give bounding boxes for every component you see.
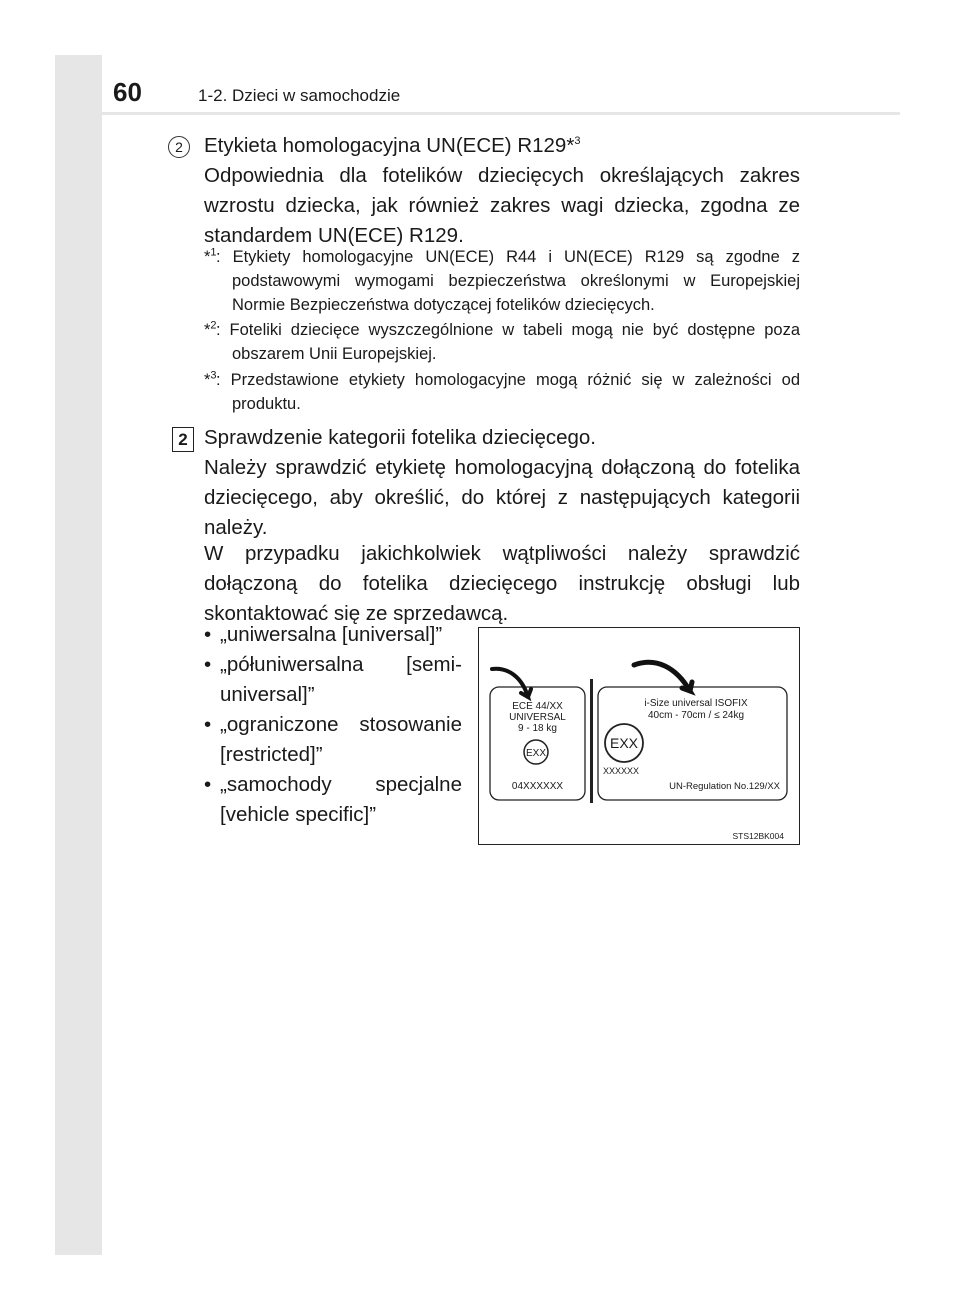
footnote-1	[204, 245, 800, 317]
step-paragraph-2: W przypadku jakichkolwiek wątpliwości należy sprawdzić dołączoną do fotelika dziecięcego instrukcję obsługi lub skontaktować się ze sprzedawcą.	[204, 542, 800, 625]
figure-code: STS12BK004	[732, 831, 784, 841]
homologation-label-figure	[478, 627, 800, 845]
list-item-text: „półuniwersalna [semi-	[220, 653, 462, 676]
item-description: Odpowiednia dla fotelików dziecięcych określających zakres wzrostu dziecka, jak również zakres wagi dziecka, zgodna ze standardem UN(ECE) R129.	[204, 164, 800, 247]
ece-label-line-2: UNIVERSAL	[509, 712, 566, 723]
list-item	[204, 770, 462, 830]
item-title-footnote-ref: 3	[574, 135, 581, 148]
item-title	[204, 131, 800, 161]
footnote-text: : Etykiety homologacyjne UN(ECE) R44 i UN(ECE) R129 są zgodne z podstawowymi wymogami bezpieczeństwa określonymi w Europejskiej Normie Bezpieczeństwa dotyczącej fotelików dziecięcych.	[216, 248, 800, 314]
list-item-text: „ograniczone stosowanie	[220, 713, 462, 736]
list-item-text-continued: [restricted]”	[220, 743, 323, 766]
footnote-mark: *$^3$	[204, 369, 217, 389]
bullet-dot: •	[204, 623, 212, 646]
e-mark-left: EXX	[525, 748, 547, 759]
ece-label-code: 04XXXXXX	[511, 781, 564, 792]
page-side-band	[55, 55, 102, 1255]
isize-label-line-2: 40cm - 70cm / ≤ 24kg	[647, 710, 745, 721]
list-item	[204, 650, 462, 710]
footnote-mark: *$^1$	[204, 246, 217, 266]
list-item-text: „samochody specjalne	[220, 773, 462, 796]
running-head: 1-2. Dzieci w samochodzie	[198, 86, 401, 105]
list-item-text-continued: universal]”	[220, 683, 315, 706]
isize-label-code: XXXXXX	[603, 766, 640, 776]
bullet-dot: •	[204, 713, 212, 736]
figure-divider	[590, 679, 593, 803]
item-title-text: Etykieta homologacyjna UN(ECE) R129*	[204, 134, 575, 157]
footnote-text: : Foteliki dziecięce wyszczególnione w tabeli mogą nie być dostępne poza obszarem Unii Europejskiej.	[216, 321, 800, 363]
footnote-mark: *$^2$	[204, 319, 217, 339]
isize-label-line-1: i-Size universal ISOFIX	[644, 698, 748, 709]
category-list	[204, 620, 462, 830]
ece-label-line-3: 9 - 18 kg	[518, 723, 557, 734]
step-number-box: 2	[172, 427, 194, 452]
isize-label-regulation: UN-Regulation No.129/XX	[669, 781, 780, 792]
step-paragraph-1: Należy sprawdzić etykietę homologacyjną dołączoną do fotelika dziecięcego, aby określić, do której z następujących kategorii należy.	[204, 456, 800, 539]
item-number-circle: 2	[168, 136, 190, 158]
ece-label-line-1: ECE 44/XX	[512, 701, 563, 712]
list-item-text: „uniwersalna [universal]”	[220, 623, 443, 646]
e-mark-right: EXX	[609, 735, 639, 751]
header-rule	[102, 112, 900, 115]
list-item	[204, 710, 462, 770]
footnote-3	[204, 368, 800, 416]
bullet-dot: •	[204, 773, 212, 796]
bullet-dot: •	[204, 653, 212, 676]
list-item-text-continued: [vehicle specific]”	[220, 803, 377, 826]
list-item	[204, 620, 462, 650]
footnote-2	[204, 318, 800, 366]
step-title: Sprawdzenie kategorii fotelika dziecięcego.	[204, 426, 597, 449]
page-number: 60	[113, 77, 142, 107]
footnote-text: : Przedstawione etykiety homologacyjne mogą różnić się w zależności od produktu.	[216, 371, 800, 413]
